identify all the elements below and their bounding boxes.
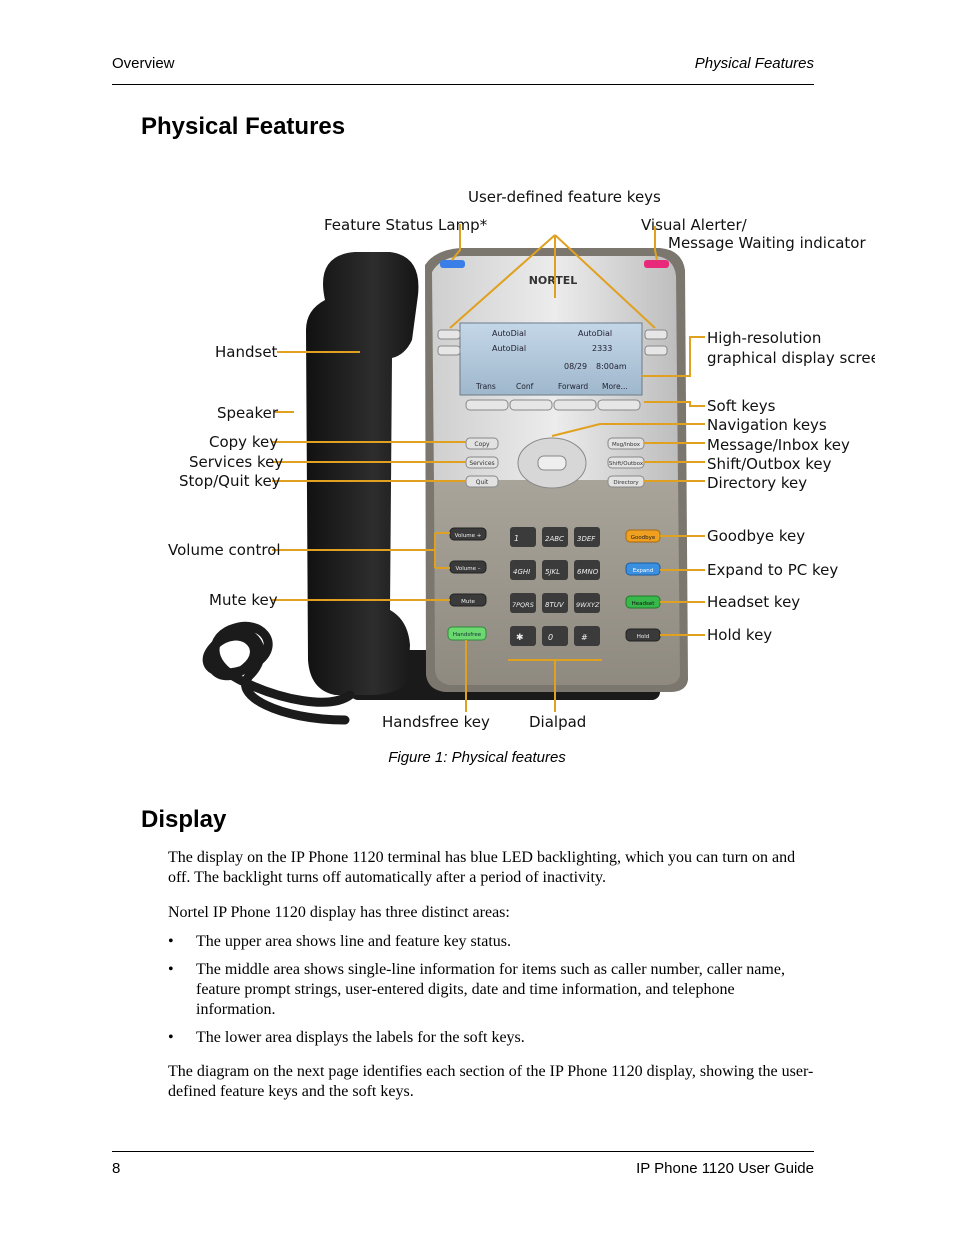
hold-key-label: Hold	[636, 634, 650, 640]
header-rule	[112, 84, 814, 85]
feature-key-right-2[interactable]	[645, 346, 667, 355]
label-hold-key: Hold key	[707, 626, 773, 644]
label-expand-key: Expand to PC key	[707, 561, 839, 579]
label-soft-keys: Soft keys	[707, 397, 776, 415]
dial-key-7-label: 7PQRS	[512, 601, 534, 609]
visual-alerter-lamp	[644, 260, 669, 268]
feature-key-left-1[interactable]	[438, 330, 460, 339]
feature-key-left-2[interactable]	[438, 346, 460, 355]
bullet-text: The lower area displays the labels for the soft keys.	[196, 1029, 525, 1046]
directory-key-label: Directory	[613, 480, 639, 486]
display-paragraph-3: The diagram on the next page identifies each section of the IP Phone 1120 display, showing the user-defined feature keys and the soft keys.	[168, 1063, 814, 1100]
dial-key-9-label: 9WXYZ	[576, 601, 600, 609]
label-navigation-keys: Navigation keys	[707, 416, 827, 434]
label-user-defined-keys: User-defined feature keys	[468, 188, 661, 206]
bullet-text: The middle area shows single-line information for items such as caller number, caller name, feature prompt strings, user-entered digits, date and time information, and telephone information.	[196, 961, 785, 1018]
dial-key-0[interactable]	[542, 626, 568, 646]
soft-key-1[interactable]	[466, 400, 508, 410]
label-visual-alerter: Visual Alerter/	[641, 216, 747, 234]
expand-key-label: Expand	[632, 568, 654, 574]
bullet-marker: •	[168, 961, 174, 978]
label-goodbye-key: Goodbye key	[707, 527, 806, 545]
dial-key-3-label: 3DEF	[577, 535, 596, 543]
phone-diagram	[160, 180, 875, 740]
dial-key-4-label: 4GHI	[513, 568, 531, 576]
soft-key-2[interactable]	[510, 400, 552, 410]
screen-soft3: Forward	[558, 382, 589, 391]
label-stop-quit-key: Stop/Quit key	[179, 472, 281, 490]
label-hires-2: graphical display screen	[707, 349, 875, 367]
dial-key-hash-label: #	[581, 633, 588, 642]
label-message-waiting: Message Waiting indicator	[668, 234, 866, 252]
quit-key-label: Quit	[475, 479, 489, 486]
brand-logo: NORTEL	[528, 274, 578, 287]
shift-outbox-key-label: Shift/Outbox	[608, 461, 644, 467]
running-header-title: Physical Features	[694, 55, 814, 72]
label-msg-inbox-key: Message/Inbox key	[707, 436, 850, 454]
screen-time: 8:00am	[596, 362, 627, 371]
screen-line1-right: AutoDial	[578, 329, 613, 338]
copy-key-label: Copy	[474, 441, 490, 448]
dial-key-8-label: 8TUV	[545, 601, 564, 609]
label-dialpad: Dialpad	[529, 713, 587, 731]
handset[interactable]	[306, 252, 418, 695]
page-number: 8	[112, 1160, 121, 1177]
label-hires-1: High-resolution	[707, 329, 822, 347]
phone-figure	[160, 180, 875, 740]
figure-caption: Figure 1: Physical features	[388, 749, 566, 766]
msg-inbox-key-label: Msg/Inbox	[611, 442, 641, 448]
dial-key-1-label: 1	[514, 534, 520, 543]
navigation-select-key[interactable]	[538, 456, 566, 470]
services-key-label: Services	[469, 460, 495, 467]
label-handset: Handset	[215, 343, 278, 361]
screen-soft4: More...	[602, 382, 628, 391]
handsfree-key-label: Handsfree	[452, 632, 482, 638]
dial-key-0-label: 0	[548, 633, 554, 642]
display-paragraph-1: The display on the IP Phone 1120 terminal has blue LED backlighting, which you can turn on and off. The backlight turns off automatically after a period of inactivity.	[168, 849, 796, 886]
volume-up-label: Volume +	[454, 533, 482, 539]
bullet-text: The upper area shows line and feature key status.	[196, 933, 511, 950]
label-handsfree-key: Handsfree key	[382, 713, 490, 731]
display-paragraph-2: Nortel IP Phone 1120 display has three distinct areas:	[168, 904, 510, 921]
dial-key-2-label: 2ABC	[545, 535, 564, 543]
feature-status-lamp	[440, 260, 465, 268]
headset-key-label: Headset	[631, 601, 655, 607]
section-heading-display: Display	[141, 806, 227, 833]
screen-line2-right: 2333	[592, 344, 613, 353]
phone-lower-panel	[434, 480, 680, 685]
dial-key-star-label: ✱	[516, 633, 524, 643]
screen-line2-left: AutoDial	[492, 344, 527, 353]
running-header-section: Overview	[112, 55, 175, 72]
section-heading-physical-features: Physical Features	[141, 113, 346, 140]
goodbye-key-label: Goodbye	[630, 535, 656, 541]
screen-soft2: Conf	[516, 382, 534, 391]
screen-line1-left: AutoDial	[492, 329, 527, 338]
bullet-marker: •	[168, 1029, 174, 1046]
label-directory-key: Directory key	[707, 474, 808, 492]
dial-key-6-label: 6MNO	[577, 568, 599, 576]
bullet-marker: •	[168, 933, 174, 950]
volume-down-label: Volume –	[455, 566, 481, 572]
mute-key-label: Mute	[461, 599, 475, 605]
feature-key-right-1[interactable]	[645, 330, 667, 339]
label-volume-control: Volume control	[168, 541, 281, 559]
label-speaker: Speaker	[217, 404, 279, 422]
soft-key-4[interactable]	[598, 400, 640, 410]
screen-soft1: Trans	[476, 382, 496, 391]
label-services-key: Services key	[189, 453, 284, 471]
footer-title: IP Phone 1120 User Guide	[636, 1160, 814, 1177]
label-copy-key: Copy key	[209, 433, 279, 451]
label-headset-key: Headset key	[707, 593, 801, 611]
footer-rule	[112, 1151, 814, 1152]
label-shift-outbox-key: Shift/Outbox key	[707, 455, 832, 473]
label-mute-key: Mute key	[209, 591, 278, 609]
screen-date: 08/29	[564, 362, 588, 371]
dial-key-5-label: 5JKL	[545, 568, 561, 576]
soft-key-3[interactable]	[554, 400, 596, 410]
label-feature-status-lamp: Feature Status Lamp*	[324, 216, 488, 234]
